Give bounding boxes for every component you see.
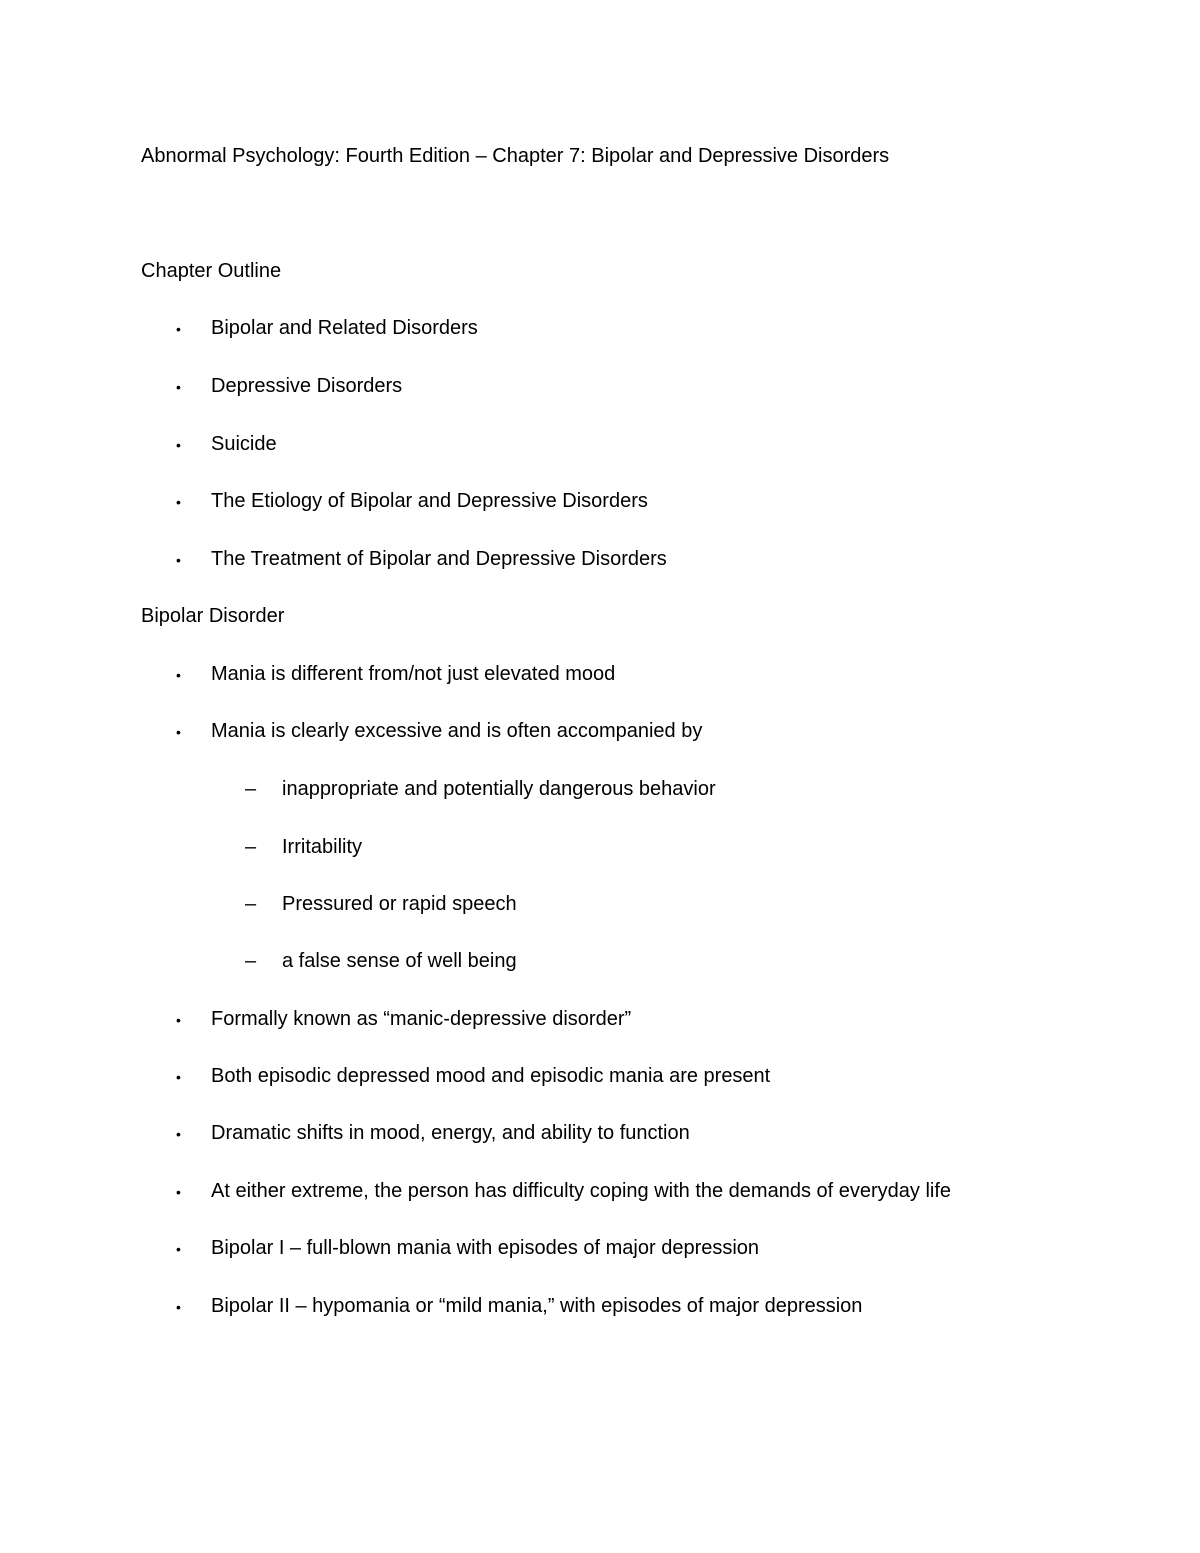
bullet-icon: • <box>176 1012 181 1028</box>
outline-item: The Etiology of Bipolar and Depressive Disorders <box>211 490 648 512</box>
outline-item: Suicide <box>211 433 277 455</box>
dash-icon: – <box>245 836 257 858</box>
chapter-outline-heading: Chapter Outline <box>141 260 282 282</box>
outline-item: Bipolar and Related Disorders <box>211 317 478 339</box>
bipolar-disorder-heading: Bipolar Disorder <box>141 605 285 627</box>
mania-subitem: a false sense of well being <box>282 950 517 972</box>
bipolar-item: Formally known as “manic-depressive disorder” <box>211 1008 632 1030</box>
bullet-icon: • <box>176 437 181 453</box>
bipolar-item: Dramatic shifts in mood, energy, and ability to function <box>211 1122 690 1144</box>
dash-icon: – <box>245 778 257 800</box>
bullet-icon: • <box>176 1241 181 1257</box>
bipolar-item: Bipolar I – full-blown mania with episodes of major depression <box>211 1237 760 1259</box>
bullet-icon: • <box>176 379 181 395</box>
bullet-icon: • <box>176 1126 181 1142</box>
bullet-icon: • <box>176 1184 181 1200</box>
bipolar-item: Both episodic depressed mood and episodic mania are present <box>211 1065 771 1087</box>
outline-item: The Treatment of Bipolar and Depressive Disorders <box>211 548 667 570</box>
mania-subitem: Irritability <box>282 836 363 858</box>
bullet-icon: • <box>176 552 181 568</box>
document-title: Abnormal Psychology: Fourth Edition – Chapter 7: Bipolar and Depressive Disorders <box>141 145 890 167</box>
dash-icon: – <box>245 950 257 972</box>
bullet-icon: • <box>176 494 181 510</box>
bipolar-item: Mania is clearly excessive and is often accompanied by <box>211 720 703 742</box>
outline-item: Depressive Disorders <box>211 375 403 397</box>
dash-icon: – <box>245 893 257 915</box>
bullet-icon: • <box>176 1069 181 1085</box>
mania-subitem: Pressured or rapid speech <box>282 893 517 915</box>
bullet-icon: • <box>176 724 181 740</box>
bipolar-item: Mania is different from/not just elevated mood <box>211 663 616 685</box>
bipolar-item: Bipolar II – hypomania or “mild mania,” with episodes of major depression <box>211 1295 863 1317</box>
bullet-icon: • <box>176 321 181 337</box>
bipolar-item: At either extreme, the person has difficulty coping with the demands of everyday life <box>211 1180 952 1202</box>
bullet-icon: • <box>176 667 181 683</box>
bullet-icon: • <box>176 1299 181 1315</box>
mania-subitem: inappropriate and potentially dangerous behavior <box>282 778 716 800</box>
